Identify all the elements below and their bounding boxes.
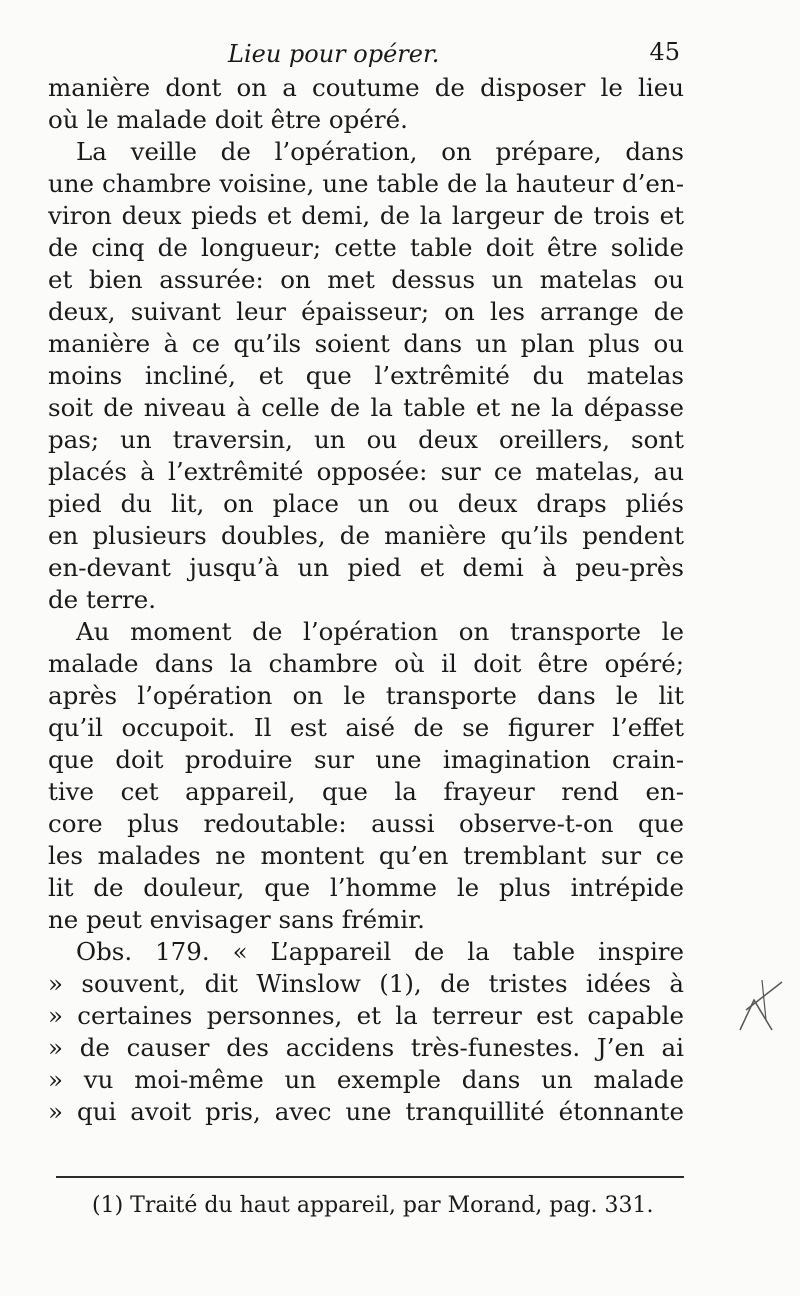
text-line: de cinq de longueur; cette table doit être solide (48, 233, 684, 262)
text-line: où le malade doit être opéré. (48, 105, 408, 134)
text-line: Obs. 179. « L’appareil de la table inspire (76, 937, 684, 966)
text-line: et bien assurée: on met dessus un matelas ou (48, 265, 684, 294)
text-line: en plusieurs doubles, de manière qu’ils pendent (48, 521, 684, 550)
text-line: placés à l’extrêmité opposée: sur ce matelas, au (48, 457, 684, 486)
body-text (48, 72, 684, 1128)
text-line: moins incliné, et que l’extrêmité du matelas (48, 361, 684, 390)
text-line: » qui avoit pris, avec une tranquillité étonnante (48, 1097, 684, 1126)
running-head: Lieu pour opérer. (228, 40, 440, 68)
text-line: lit de douleur, que l’homme le plus intrépide (48, 873, 684, 902)
text-line: une chambre voisine, une table de la hauteur d’en- (48, 169, 684, 198)
text-line: » souvent, dit Winslow (1), de tristes idées à (48, 969, 684, 998)
text-line: » de causer des accidens très-funestes. J’en ai (48, 1033, 684, 1062)
text-line: que doit produire sur une imagination crain- (48, 745, 684, 774)
text-line: deux, suivant leur épaisseur; on les arrange de (48, 297, 684, 326)
text-line: tive cet appareil, que la frayeur rend en- (48, 777, 684, 806)
text-line: manière dont on a coutume de disposer le lieu (48, 73, 684, 102)
text-line: » certaines personnes, et la terreur est capable (48, 1001, 684, 1030)
text-line: pied du lit, on place un ou deux draps pliés (48, 489, 684, 518)
page-number: 45 (649, 38, 680, 66)
text-line: de terre. (48, 585, 157, 614)
text-line: ne peut envisager sans frémir. (48, 905, 425, 934)
text-line: manière à ce qu’ils soient dans un plan plus ou (48, 329, 684, 358)
text-line: malade dans la chambre où il doit être opéré; (48, 649, 684, 678)
text-line: » vu moi-même un exemple dans un malade (48, 1065, 684, 1094)
text-line: viron deux pieds et demi, de la largeur de trois et (48, 201, 684, 230)
text-line: Au moment de l’opération on transporte le (76, 617, 684, 646)
text-line: qu’il occupoit. Il est aisé de se figurer l’effet (48, 713, 684, 742)
page-header (48, 34, 688, 70)
footnote: (1) Traité du haut appareil, par Morand, pag. 331. (92, 1193, 654, 1218)
pencil-mark-icon (732, 960, 788, 1040)
text-line: pas; un traversin, un ou deux oreillers, sont (48, 425, 684, 454)
text-line: core plus redoutable: aussi observe-t-on que (48, 809, 684, 838)
text-line: après l’opération on le transporte dans le lit (48, 681, 684, 710)
text-line: en-devant jusqu’à un pied et demi à peu-près (48, 553, 684, 582)
text-line: La veille de l’opération, on prépare, dans (76, 137, 684, 166)
footnote-rule (56, 1176, 684, 1178)
text-line: soit de niveau à celle de la table et ne la dépasse (48, 393, 684, 422)
text-line: les malades ne montent qu’en tremblant sur ce (48, 841, 684, 870)
